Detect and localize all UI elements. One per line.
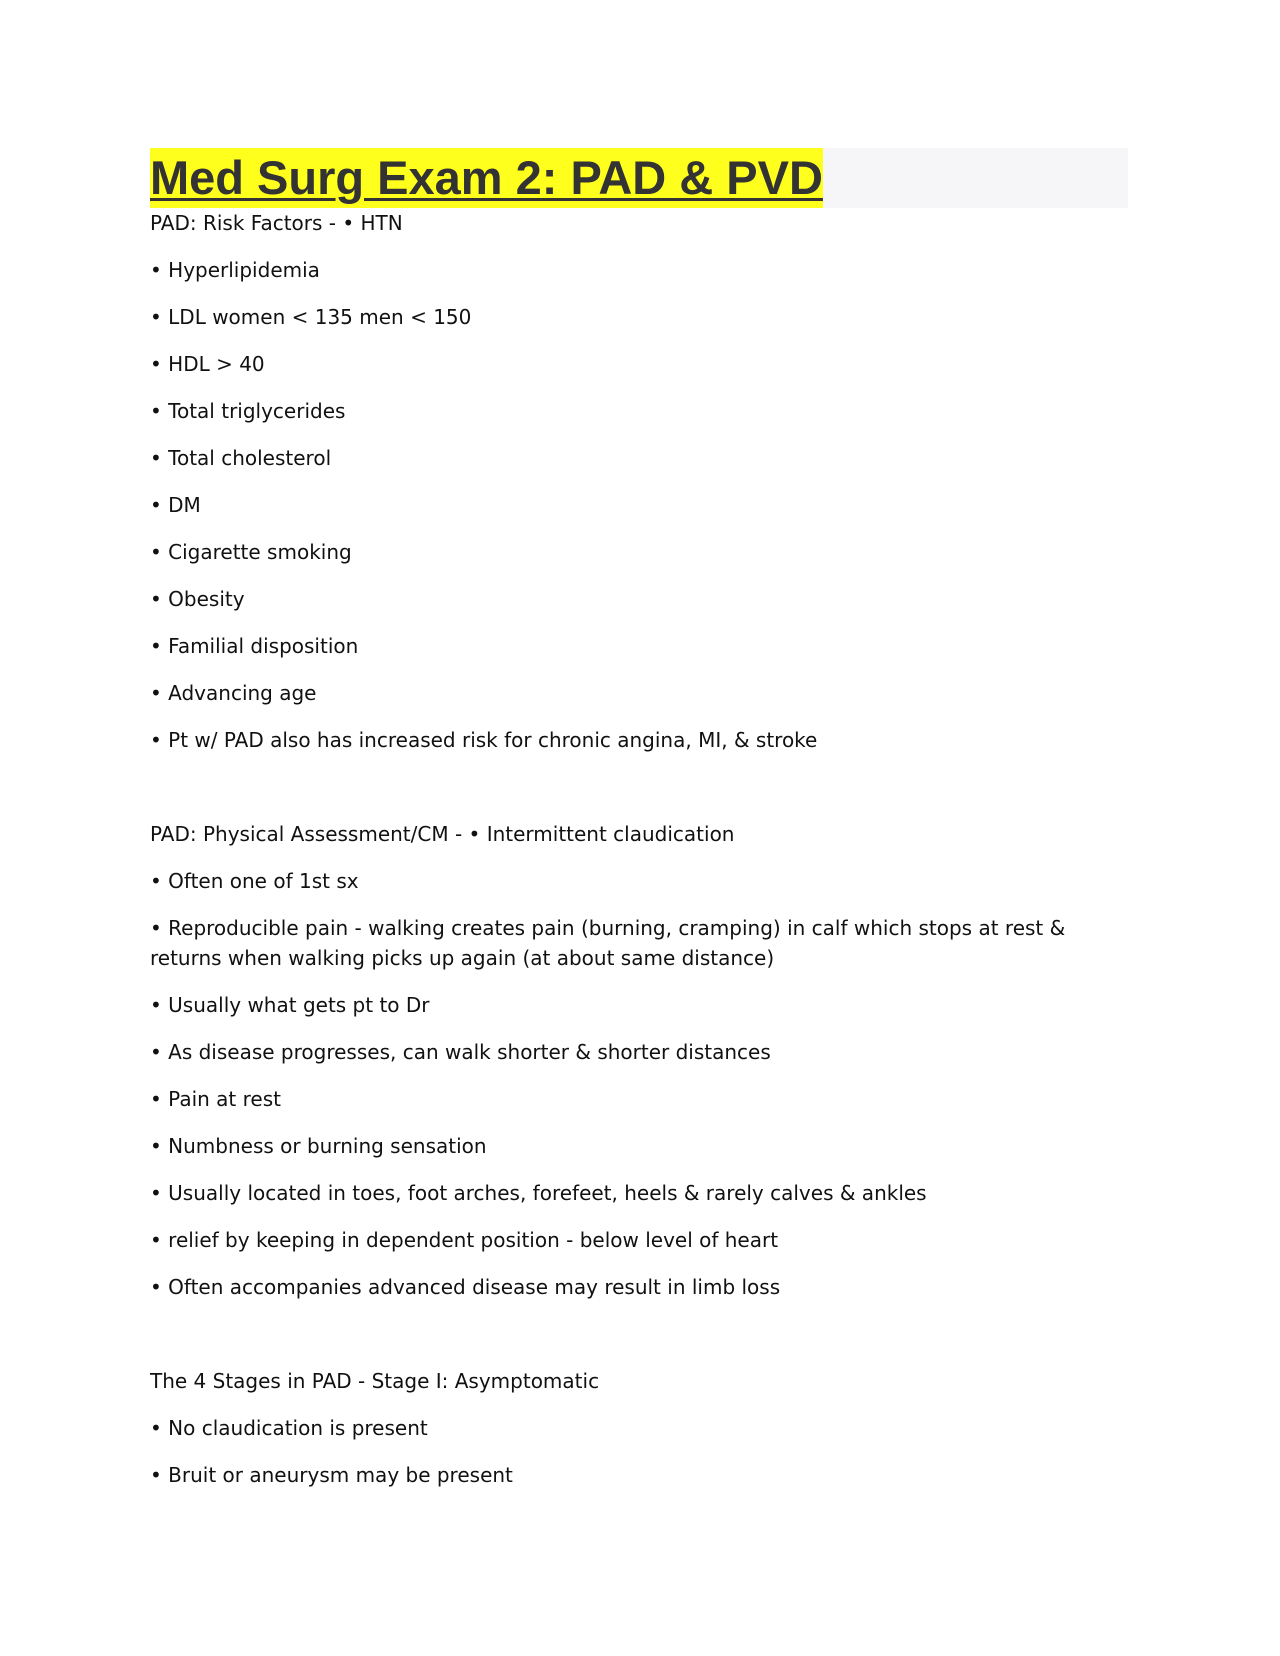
document-body: [150, 208, 1130, 1507]
section-heading: PAD: Physical Assessment/CM - • Intermittent claudication: [150, 822, 735, 846]
list-item: • Advancing age: [150, 681, 317, 705]
list-item: • Usually located in toes, foot arches, forefeet, heels & rarely calves & ankles: [150, 1181, 927, 1205]
section-risk-factors: [150, 208, 1130, 755]
list-item: • Reproducible pain - walking creates pain (burning, cramping) in calf which stops at rest & returns when walking picks up again (at about same distance): [150, 916, 1066, 970]
list-item: • Bruit or aneurysm may be present: [150, 1463, 513, 1487]
list-item: • Cigarette smoking: [150, 540, 352, 564]
list-item: • Familial disposition: [150, 634, 359, 658]
list-item: • No claudication is present: [150, 1416, 428, 1440]
document-title: Med Surg Exam 2: PAD & PVD: [150, 148, 823, 208]
section-stages: [150, 1366, 1130, 1490]
list-item: • Obesity: [150, 587, 245, 611]
list-item: • Often accompanies advanced disease may result in limb loss: [150, 1275, 781, 1299]
section-gap: [150, 772, 1130, 819]
list-item: • LDL women < 135 men < 150: [150, 305, 472, 329]
list-item: • DM: [150, 493, 201, 517]
section-heading: PAD: Risk Factors - • HTN: [150, 211, 403, 235]
list-item: • Pain at rest: [150, 1087, 281, 1111]
list-item: • Total cholesterol: [150, 446, 332, 470]
list-item: • Often one of 1st sx: [150, 869, 359, 893]
section-physical-assessment: [150, 819, 1130, 1302]
list-item: • Total triglycerides: [150, 399, 346, 423]
list-item: • Pt w/ PAD also has increased risk for chronic angina, MI, & stroke: [150, 728, 818, 752]
list-item: • As disease progresses, can walk shorter & shorter distances: [150, 1040, 771, 1064]
section-gap: [150, 1319, 1130, 1366]
section-heading: The 4 Stages in PAD - Stage I: Asymptomatic: [150, 1369, 600, 1393]
list-item: • Hyperlipidemia: [150, 258, 320, 282]
list-item: • Numbness or burning sensation: [150, 1134, 487, 1158]
list-item: • Usually what gets pt to Dr: [150, 993, 430, 1017]
list-item: • relief by keeping in dependent position - below level of heart: [150, 1228, 779, 1252]
list-item: • HDL > 40: [150, 352, 265, 376]
